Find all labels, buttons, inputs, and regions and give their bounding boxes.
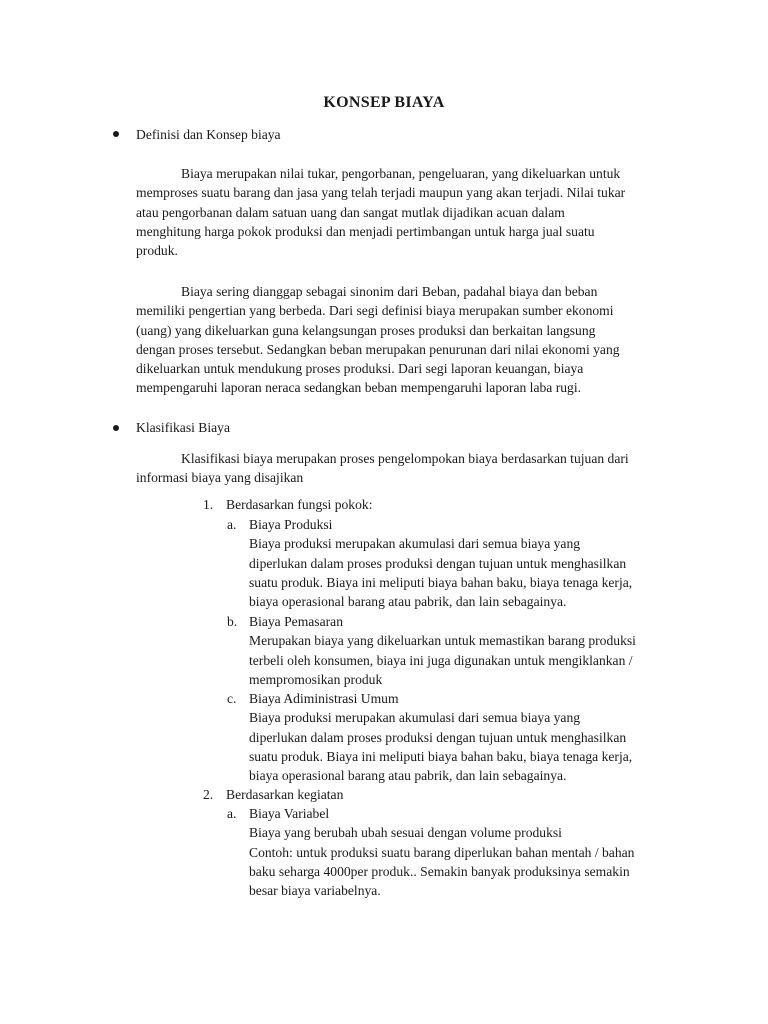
sublist-item-label: Biaya Adiministrasi Umum (249, 691, 399, 706)
text-line: diperlukan dalam proses produksi dengan tujuan untuk menghasilkan (249, 555, 627, 571)
text-line: biaya operasional barang atau pabrik, dan lain sebagainya. (249, 594, 567, 610)
sublist-item-label: Biaya Variabel (249, 806, 330, 821)
sublist-item-biaya-pemasaran (249, 612, 636, 689)
list-number: 1. (203, 497, 214, 512)
text-line: baku seharga 4000per produk.. Semakin banyak produksinya semakin (249, 863, 630, 879)
text-line: Biaya produksi merupakan akumulasi dari semua biaya yang (249, 536, 581, 552)
text-line: mempromosikan produk (249, 671, 383, 687)
sublist-letter: a. (227, 517, 237, 532)
sublist-item-biaya-administrasi (249, 689, 632, 785)
text-line: informasi biaya yang disajikan (136, 470, 304, 486)
sublist-item-label: Biaya Produksi (249, 517, 333, 532)
text-line: Biaya produksi merupakan akumulasi dari semua biaya yang (249, 710, 581, 726)
text-line: memproses suatu barang dan jasa yang telah terjadi maupun yang akan terjadi. Nilai tukar (136, 185, 626, 201)
sublist-item-biaya-variabel (249, 804, 634, 900)
text-line: Merupakan biaya yang dikeluarkan untuk memastikan barang produksi (249, 633, 636, 649)
text-line: besar biaya variabelnya. (249, 883, 381, 899)
text-line: (uang) yang dikeluarkan guna kelangsungan proses produksi dan berkaitan langsung (136, 322, 596, 338)
text-line: Contoh: untuk produksi suatu barang diperlukan bahan mentah / bahan (249, 844, 635, 860)
list-item-label: Berdasarkan kegiatan (226, 787, 344, 802)
sublist-item-biaya-produksi (249, 515, 632, 611)
sublist-item-label: Biaya Pemasaran (249, 614, 343, 629)
text-line: produk. (136, 243, 178, 259)
section-heading-definisi: Definisi dan Konsep biaya (136, 127, 281, 142)
bullet-icon (113, 131, 119, 137)
list-item-label: Berdasarkan fungsi pokok: (226, 497, 373, 512)
text-line: suatu produk. Biaya ini meliputi biaya bahan baku, biaya tenaga kerja, (249, 574, 633, 590)
text-line: memiliki pengertian yang berbeda. Dari segi definisi biaya merupakan sumber ekonomi (136, 303, 614, 319)
text-line: mempengaruhi laporan neraca sedangkan beban mempengaruhi laporan laba rugi. (136, 380, 582, 396)
text-line: biaya operasional barang atau pabrik, dan lain sebagainya. (249, 768, 567, 784)
section-heading-klasifikasi: Klasifikasi Biaya (136, 420, 231, 435)
text-line: diperlukan dalam proses produksi dengan tujuan untuk menghasilkan (249, 729, 627, 745)
sublist-letter: c. (227, 691, 237, 706)
text-line: Biaya merupakan nilai tukar, pengorbanan, pengeluaran, yang dikeluarkan untuk (181, 166, 621, 181)
text-line: terbeli oleh konsumen, biaya ini juga digunakan untuk mengiklankan / (249, 652, 633, 668)
page-title: KONSEP BIAYA (323, 94, 445, 111)
text-line: menghitung harga pokok produksi dan menjadi pertimbangan untuk harga jual suatu (136, 223, 595, 239)
text-line: suatu produk. Biaya ini meliputi biaya bahan baku, biaya tenaga kerja, (249, 748, 633, 764)
sublist-letter: b. (227, 614, 238, 629)
bullet-icon (113, 425, 119, 431)
paragraph-definisi-2 (136, 282, 620, 398)
text-line: Biaya sering dianggap sebagai sinonim dari Beban, padahal biaya dan beban (181, 284, 598, 299)
sublist-letter: a. (227, 806, 237, 821)
text-line: Biaya yang berubah ubah sesuai dengan volume produksi (249, 825, 562, 841)
text-line: dengan proses tersebut. Sedangkan beban merupakan penurunan dari nilai ekonomi yang (136, 341, 620, 357)
text-line: dikeluarkan untuk mendukung proses produksi. Dari segi laporan keuangan, biaya (136, 361, 584, 377)
paragraph-definisi-1 (136, 164, 625, 260)
text-line: atau pengorbanan dalam satuan uang dan sangat mutlak dijadikan acuan dalam (136, 204, 565, 220)
list-number: 2. (203, 787, 214, 802)
paragraph-klasifikasi-intro (136, 449, 629, 488)
text-line: Klasifikasi biaya merupakan proses pengelompokan biaya berdasarkan tujuan dari (181, 451, 629, 466)
